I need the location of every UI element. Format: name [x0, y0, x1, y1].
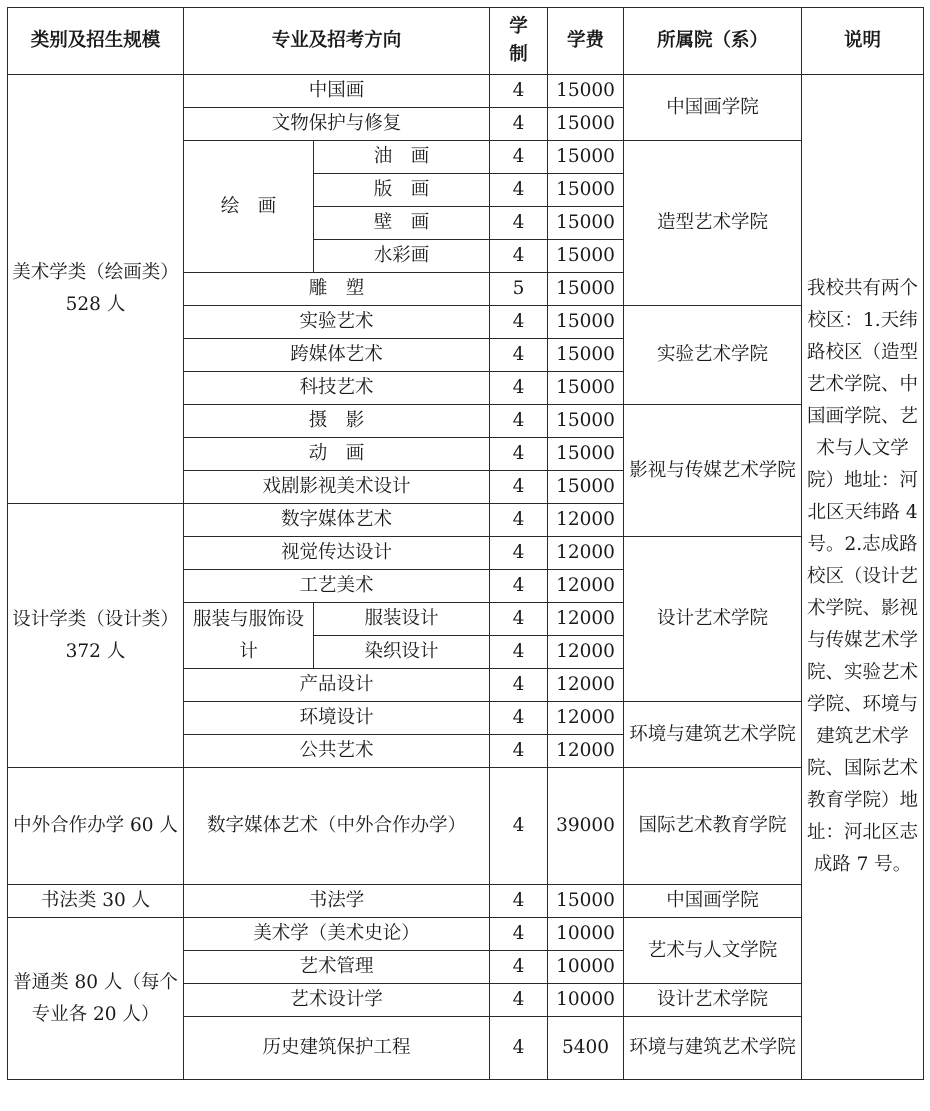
header-duration-line2: 制 [509, 44, 528, 65]
table-row [8, 885, 924, 918]
fee-cell: 15000 [548, 339, 624, 372]
years-cell: 4 [490, 951, 548, 984]
years-cell: 4 [490, 504, 548, 537]
major-cell: 历史建筑保护工程 [184, 1017, 490, 1080]
years-cell: 4 [490, 702, 548, 735]
years-cell: 5 [490, 273, 548, 306]
fee-cell: 39000 [548, 768, 624, 885]
major-cell: 艺术管理 [184, 951, 490, 984]
major-cell: 动 画 [184, 438, 490, 471]
major-cell: 实验艺术 [184, 306, 490, 339]
fee-cell: 10000 [548, 918, 624, 951]
major-cell: 服装设计 [314, 603, 490, 636]
fee-cell: 15000 [548, 471, 624, 504]
major-cell: 摄 影 [184, 405, 490, 438]
years-cell: 4 [490, 141, 548, 174]
fee-cell: 12000 [548, 570, 624, 603]
major-cell: 公共艺术 [184, 735, 490, 768]
fee-cell: 15000 [548, 438, 624, 471]
school-chinese-painting: 中国画学院 [624, 75, 802, 141]
category-fine-art: 美术学类（绘画类）528 人 [8, 75, 184, 504]
header-major: 专业及招考方向 [184, 8, 490, 75]
fee-cell: 12000 [548, 735, 624, 768]
years-cell: 4 [490, 984, 548, 1017]
fee-cell: 5400 [548, 1017, 624, 1080]
fee-cell: 15000 [548, 108, 624, 141]
table-row [8, 918, 924, 951]
years-cell: 4 [490, 108, 548, 141]
years-cell: 4 [490, 885, 548, 918]
fee-cell: 15000 [548, 405, 624, 438]
years-cell: 4 [490, 405, 548, 438]
group-painting: 绘 画 [184, 141, 314, 273]
fee-cell: 15000 [548, 372, 624, 405]
fee-cell: 15000 [548, 75, 624, 108]
campus-note: 我校共有两个校区：1.天纬路校区（造型艺术学院、中国画学院、艺术与人文学院）地址：河北区天纬路 4 号。2.志成路校区（设计艺术学院、影视与传媒艺术学院、实验艺术学院、环境与建筑艺术学院、国际艺术教育学院）地址：河北区志成路 7 号。 [802, 75, 924, 1080]
school-environment-2: 环境与建筑艺术学院 [624, 1017, 802, 1080]
admissions-table [7, 7, 924, 1080]
category-general: 普通类 80 人（每个专业各 20 人） [8, 918, 184, 1080]
header-duration [490, 8, 548, 75]
major-cell: 版 画 [314, 174, 490, 207]
years-cell: 4 [490, 636, 548, 669]
fee-cell: 15000 [548, 207, 624, 240]
category-sino-foreign: 中外合作办学 60 人 [8, 768, 184, 885]
major-cell: 科技艺术 [184, 372, 490, 405]
header-row [8, 8, 924, 75]
header-fee: 学费 [548, 8, 624, 75]
major-cell: 雕 塑 [184, 273, 490, 306]
school-chinese-painting-2: 中国画学院 [624, 885, 802, 918]
major-cell: 艺术设计学 [184, 984, 490, 1017]
years-cell: 4 [490, 1017, 548, 1080]
table-row [8, 75, 924, 108]
years-cell: 4 [490, 603, 548, 636]
school-arts-humanities: 艺术与人文学院 [624, 918, 802, 984]
major-cell: 油 画 [314, 141, 490, 174]
fee-cell: 12000 [548, 603, 624, 636]
fee-cell: 12000 [548, 537, 624, 570]
years-cell: 4 [490, 306, 548, 339]
school-film-media: 影视与传媒艺术学院 [624, 405, 802, 537]
category-design: 设计学类（设计类）372 人 [8, 504, 184, 768]
years-cell: 4 [490, 669, 548, 702]
fee-cell: 15000 [548, 174, 624, 207]
fee-cell: 10000 [548, 951, 624, 984]
major-cell: 染织设计 [314, 636, 490, 669]
header-duration-line1: 学 [509, 16, 528, 37]
fee-cell: 10000 [548, 984, 624, 1017]
fee-cell: 15000 [548, 273, 624, 306]
major-cell: 文物保护与修复 [184, 108, 490, 141]
major-cell: 数字媒体艺术 [184, 504, 490, 537]
major-cell: 视觉传达设计 [184, 537, 490, 570]
fee-cell: 12000 [548, 636, 624, 669]
years-cell: 4 [490, 570, 548, 603]
years-cell: 4 [490, 471, 548, 504]
fee-cell: 15000 [548, 885, 624, 918]
major-cell: 书法学 [184, 885, 490, 918]
school-design-art-2: 设计艺术学院 [624, 984, 802, 1017]
fee-cell: 15000 [548, 141, 624, 174]
fee-cell: 12000 [548, 702, 624, 735]
major-cell: 壁 画 [314, 207, 490, 240]
header-note: 说明 [802, 8, 924, 75]
fee-cell: 15000 [548, 240, 624, 273]
years-cell: 4 [490, 537, 548, 570]
header-school: 所属院（系） [624, 8, 802, 75]
table-row [8, 768, 924, 885]
fee-cell: 15000 [548, 306, 624, 339]
years-cell: 4 [490, 240, 548, 273]
major-cell: 中国画 [184, 75, 490, 108]
years-cell: 4 [490, 339, 548, 372]
admissions-table-container [7, 7, 924, 1080]
category-calligraphy: 书法类 30 人 [8, 885, 184, 918]
major-cell: 产品设计 [184, 669, 490, 702]
years-cell: 4 [490, 174, 548, 207]
years-cell: 4 [490, 918, 548, 951]
school-environment: 环境与建筑艺术学院 [624, 702, 802, 768]
header-category: 类别及招生规模 [8, 8, 184, 75]
major-cell: 数字媒体艺术（中外合作办学） [184, 768, 490, 885]
major-cell: 跨媒体艺术 [184, 339, 490, 372]
years-cell: 4 [490, 735, 548, 768]
school-experimental: 实验艺术学院 [624, 306, 802, 405]
years-cell: 4 [490, 372, 548, 405]
school-plastic-arts: 造型艺术学院 [624, 141, 802, 306]
group-fashion: 服装与服饰设计 [184, 603, 314, 669]
school-design-art: 设计艺术学院 [624, 537, 802, 702]
major-cell: 戏剧影视美术设计 [184, 471, 490, 504]
years-cell: 4 [490, 438, 548, 471]
years-cell: 4 [490, 207, 548, 240]
major-cell: 工艺美术 [184, 570, 490, 603]
major-cell: 水彩画 [314, 240, 490, 273]
school-international: 国际艺术教育学院 [624, 768, 802, 885]
major-cell: 美术学（美术史论） [184, 918, 490, 951]
major-cell: 环境设计 [184, 702, 490, 735]
years-cell: 4 [490, 75, 548, 108]
fee-cell: 12000 [548, 504, 624, 537]
fee-cell: 12000 [548, 669, 624, 702]
years-cell: 4 [490, 768, 548, 885]
